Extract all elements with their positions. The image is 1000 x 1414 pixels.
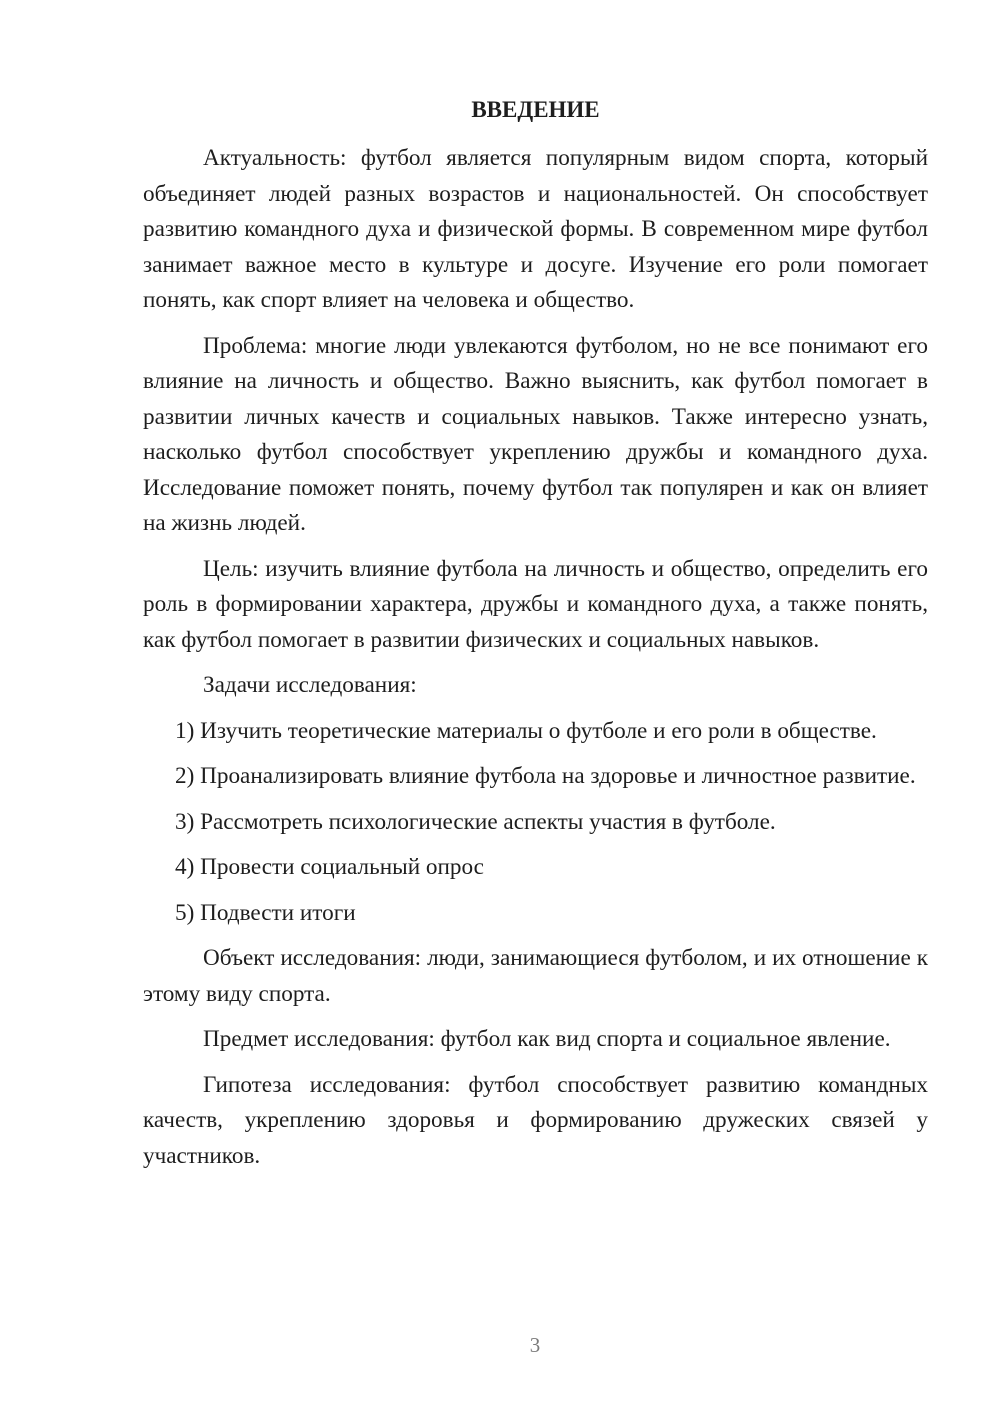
task-item-2: 2) Проанализировать влияние футбола на здоровье и личностное развитие.: [175, 763, 916, 789]
paragraph-hypothesis: Гипотеза исследования: футбол способствует развитию командных качеств, укреплению здоровья и формированию дружеских связей у участников.: [143, 1071, 928, 1169]
paragraph-subject: Предмет исследования: футбол как вид спорта и социальное явление.: [203, 1026, 891, 1052]
paragraph-object: Объект исследования: люди, занимающиеся футболом, и их отношение к этому виду спорта.: [143, 945, 928, 1007]
paragraph-relevance: Актуальность: футбол является популярным видом спорта, который объединяет людей разных возрастов и национальностей. Он способствует развитию командного духа и физической формы. В современном мире футбол занимает важное место в культуре и досуге. Изучение его роли помогает понять, как спорт влияет на человека и общество.: [143, 145, 928, 313]
task-item-5: 5) Подвести итоги: [175, 899, 356, 926]
task-item-1: 1) Изучить теоретические материалы о футболе и его роли в обществе.: [175, 717, 877, 744]
page-title: ВВЕДЕНИЕ: [471, 97, 600, 122]
document-body: [143, 96, 928, 1184]
paragraph-problem: Проблема: многие люди увлекаются футболом, но не все понимают его влияние на личность и общество. Важно выяснить, как футбол помогает в развитии личных качеств и социальных навыков. Также интересно узнать, насколько футбол способствует укреплению дружбы и командного духа. Исследование поможет понять, почему футбол так популярен и как он влияет на жизнь людей.: [143, 332, 928, 536]
tasks-heading: Задачи исследования:: [203, 672, 417, 698]
page-number: 3: [529, 1333, 541, 1357]
paragraph-goal: Цель: изучить влияние футбола на личность и общество, определить его роль в формировании характера, дружбы и командного духа, а также понять, как футбол помогает в развитии физических и социальных навыков.: [143, 555, 928, 653]
task-item-4: 4) Провести социальный опрос: [175, 854, 484, 880]
task-item-3: 3) Рассмотреть психологические аспекты участия в футболе.: [175, 808, 776, 835]
